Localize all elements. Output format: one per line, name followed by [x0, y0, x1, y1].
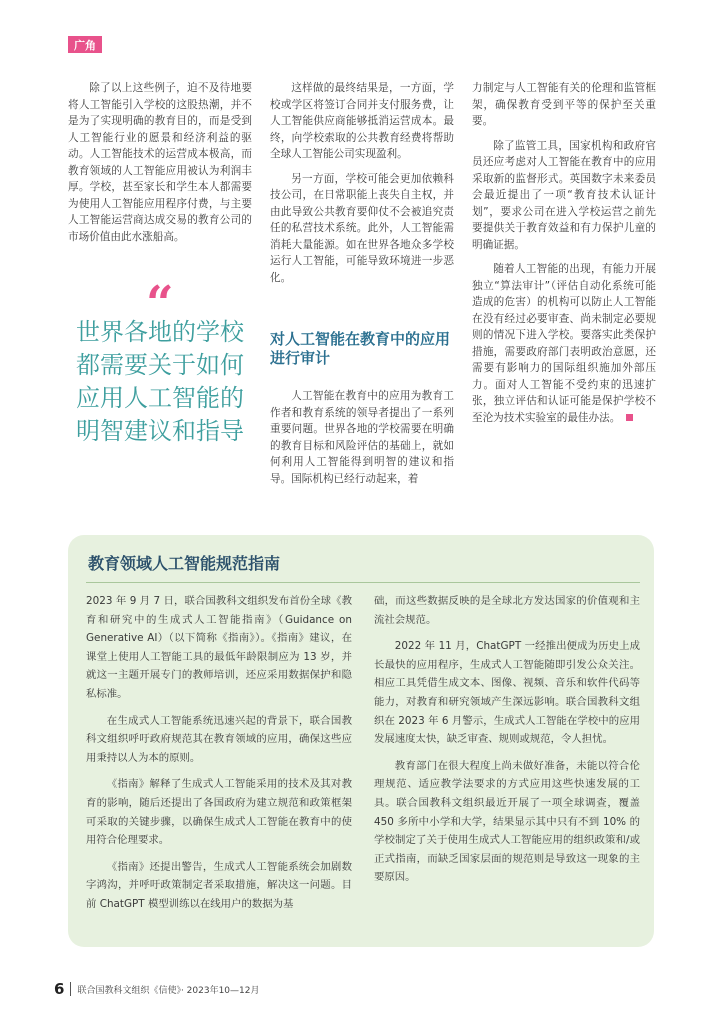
section-tag: 广角	[68, 36, 102, 53]
column-2	[270, 80, 454, 294]
paragraph	[472, 261, 656, 426]
pull-quote: 世界各地的学校都需要关于如何应用人工智能的明智建议和指导	[76, 318, 244, 445]
paragraph: 除了监管工具，国家机构和政府官员还应考虑对人工智能在教育中的应用采取新的监督形式。英国数字未来委员会最近提出了一项“教育技术认证计划”，要求公司在进入学校运营之前先要提供关于教育效益和有力保护儿童的明确证据。	[472, 139, 656, 251]
paragraph: 力制定与人工智能有关的伦理和监管框架，确保教育受到平等的保护至关重要。	[472, 82, 656, 127]
paragraph: 教育部门在很大程度上尚未做好准备，未能以符合伦理规范、适应教学法要求的方式应用这些快速发展的工具。联合国教科文组织最近开展了一项全球调查，覆盖 450 多所中小学和大学，结果显示其中只有不到 10% 的学校制定了关于使用生成式人工智能应用的组织政策和/或正式指南，而缺乏国家层面的规范则是导致这一现象的主要原因。	[374, 759, 640, 884]
paragraph: 《指南》解释了生成式人工智能采用的技术及其对教育的影响，随后还提出了各国政府为建立规范和政策框架可采取的关键步骤，以确保生成式人工智能在教育中的使用符合伦理要求。	[86, 778, 352, 847]
column-3	[472, 80, 656, 434]
paragraph: 《指南》还提出警告，生成式人工智能系统会加剧数字鸿沟，并呼吁政策制定者采取措施，解决这一问题。目前 ChatGPT 模型训练以在线用户的数据为基	[86, 860, 352, 910]
paragraph: 2023 年 9 月 7 日，联合国教科文组织发布首份全球《教育和研究中的生成式人工智能指南》（Guidance on Generative AI）（以下简称《指南》）。《指南》建议，在课堂上使用人工智能工具的最低年龄限制应为 13 岁，并就这一主题开展专门的教师培训，还应采用数据保护和隐私标准。	[86, 595, 352, 700]
column-1	[68, 80, 252, 253]
paragraph: 础，而这些数据反映的是全球北方发达国家的价值观和主流社会规范。	[374, 595, 640, 626]
quote-mark-icon: “	[146, 276, 174, 332]
paragraph: 2022 年 11 月，ChatGPT 一经推出便成为历史上成长最快的应用程序，生成式人工智能随即引发公众关注。相应工具凭借生成文本、图像、视频、音乐和软件代码等能力，对教育和研究领域产生深远影响。联合国教科文组织在 2023 年 6 月警示，生成式人工智能在学校中的应用发展速度太快，缺乏审查、规则或规范，令人担忧。	[374, 640, 640, 746]
paragraph: 这样做的最终结果是，一方面，学校或学区将签订合同并支付服务费，让人工智能供应商能够抵消运营成本。最终，向学校索取的公共教育经费将帮助全球人工智能公司实现盈利。	[270, 82, 454, 160]
footer-divider	[70, 982, 71, 996]
box-title: 教育领域人工智能规范指南	[88, 554, 281, 573]
page-footer	[54, 980, 259, 998]
box-divider	[86, 582, 640, 583]
paragraph: 除了以上这些例子，迫不及待地要将人工智能引入学校的这股热潮，并不是为了实现明确的教育目的，而是受到人工智能行业的愿景和经济利益的驱动。人工智能技术的运营成本极高，而教育领域的人工智能应用被认为利润丰厚。学校，甚至家长和学生本人都需要为使用人工智能应用程序付费，与主要人工智能运营商达成交易的教育公司的市场价值由此水涨船高。	[68, 82, 252, 243]
footer-text: 联合国教科文组织《信使》· 2023年10—12月	[77, 985, 260, 996]
end-mark-icon	[626, 414, 633, 421]
paragraph: 在生成式人工智能系统迅速兴起的背景下，联合国教科文组织呼吁政府规范其在教育领域的应用，确保这些应用秉持以人为本的原则。	[86, 714, 352, 764]
section-heading: 对人工智能在教育中的应用进行审计	[270, 330, 451, 367]
paragraph: 另一方面，学校可能会更加依赖科技公司，在日常职能上丧失自主权，并由此导致公共教育要仰仗不会被追究责任的私营技术系统。此外，人工智能需消耗大量能源。如在世界各地众多学校运行人工智能，可能导致环境进一步恶化。	[270, 172, 454, 284]
box-column-right	[374, 592, 640, 895]
page-number: 6	[54, 980, 65, 998]
paragraph-text: 随着人工智能的出现，有能力开展独立“算法审计”（评估自动化系统可能造成的危害）的机构可以防止人工智能在没有经过必要审查、尚未制定必要规则的情况下进入学校。要落实此类保护措施，需要政府部门表明政治意愿，还需要有影响力的国际组织施加外部压力。面对人工智能不受约束的迅速扩张，独立评估和认证可能是保护学校不至沦为技术实验室的最佳办法。	[472, 263, 656, 424]
box-column-left	[86, 592, 352, 922]
paragraph: 人工智能在教育中的应用为教育工作者和教育系统的领导者提出了一系列重要问题。世界各地的学校需要在明确的教育目标和风险评估的基础上，就如何利用人工智能得到明智的建议和指导。国际机构已经行动起来，着	[270, 390, 454, 485]
column-2-continued	[270, 388, 454, 495]
